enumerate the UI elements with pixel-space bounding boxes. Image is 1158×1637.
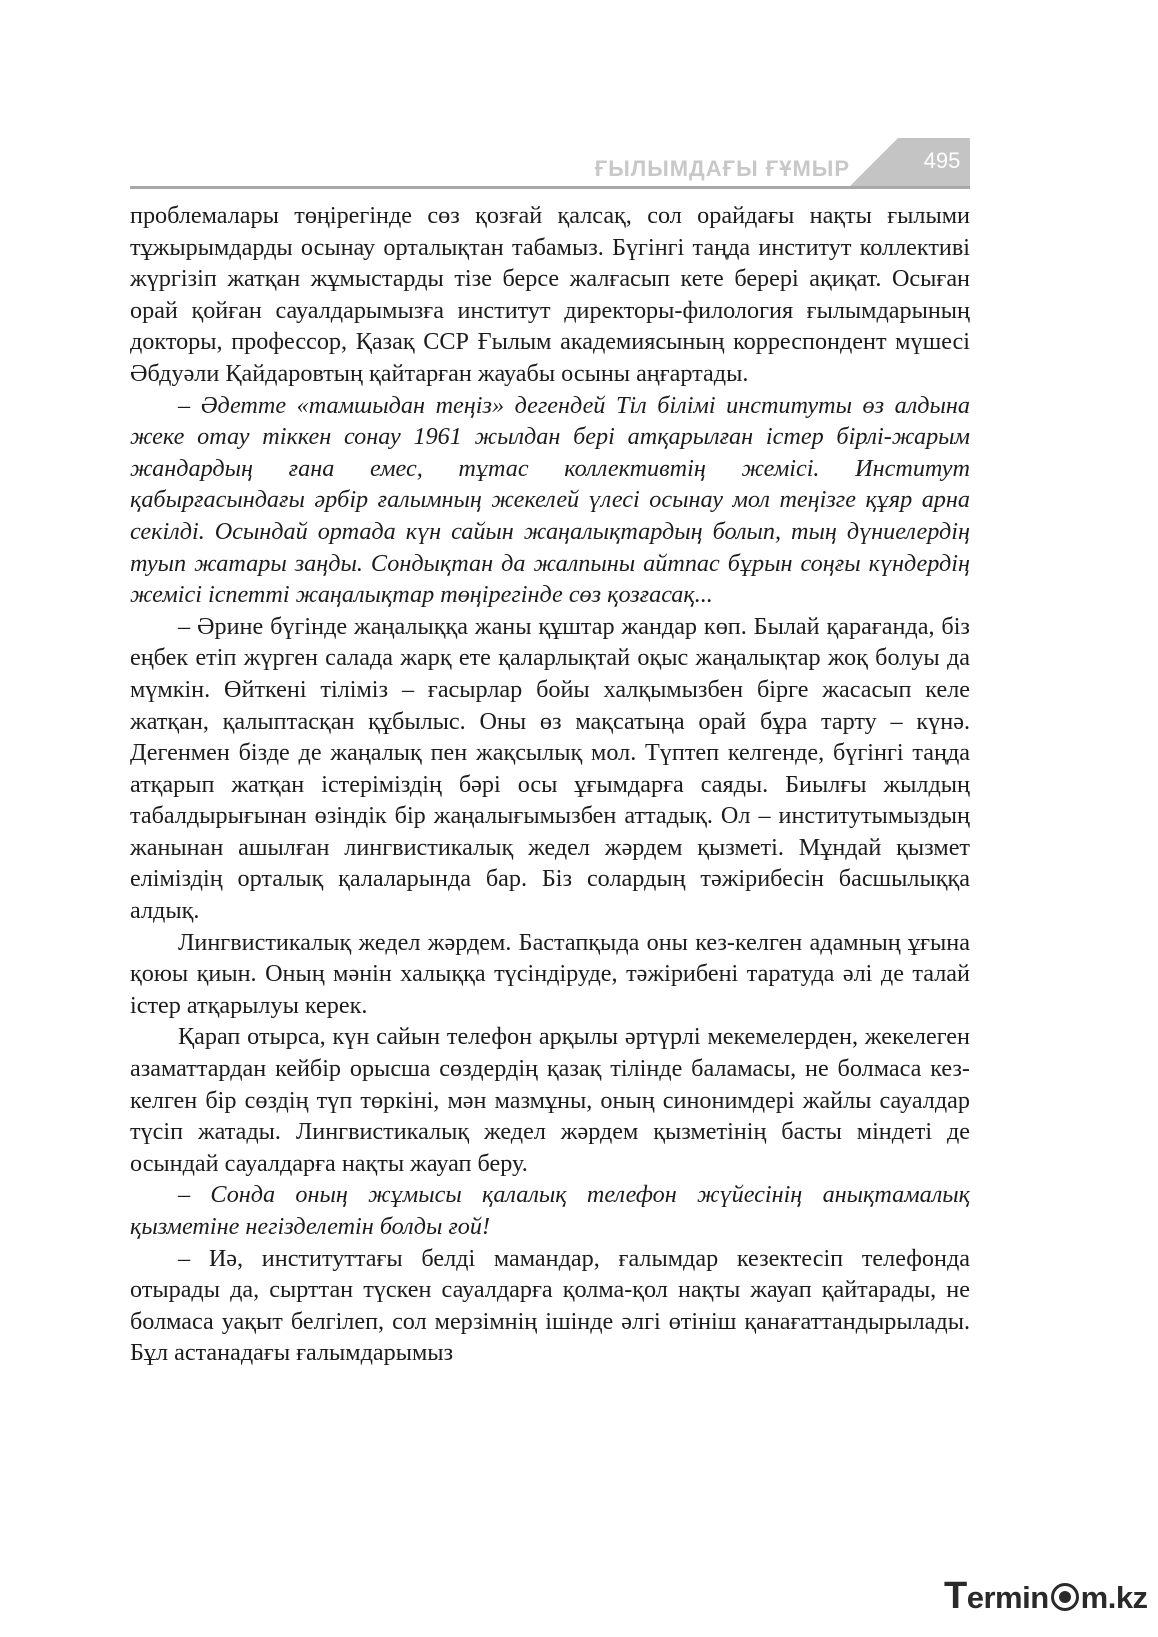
watermark-o-icon [1051, 1583, 1079, 1611]
article-body [130, 200, 970, 1369]
watermark-left-text: ermin [966, 1580, 1049, 1615]
paragraph: Қарап отырса, күн сайын телефон арқылы әртүрлі мекемелерден, жекелеген азаматтардан кейбір орысша сөздердің қазақ тілінде баламасы, не болмаса кез-келген бір сөздің түп төркіні, мән мазмұны, оның синонимдері жайлы сауалдар түсіп жатады. Лингвистикалық жедел жәрдем қызметінің басты міндеті де осындай сауалдарға нақты жауап беру. [130, 1023, 970, 1177]
watermark-right-text: m.kz [1080, 1580, 1148, 1615]
paragraph: Лингвистикалық жедел жәрдем. Бастапқыда оны кез-келген адамның ұғына қоюы қиын. Оның мәнін халыққа түсіндіруде, тәжірибені таратуда әлі де талай істер атқарылуы керек. [130, 928, 970, 1019]
watermark-initial: T [944, 1575, 967, 1617]
running-header-title: ҒЫЛЫМДАҒЫ ҒҰМЫР [594, 156, 850, 181]
header-rule [130, 186, 970, 189]
running-header [130, 138, 970, 190]
answer-paragraph: – Иә, институттағы белді мамандар, ғалымдар кезектесіп телефонда отырады да, сырттан түскен сауалдарға қолма-қол нақты жауап қайтарады, не болмаса уақыт белгілеп, сол мерзімнің ішінде әлгі өтініш қанағаттандырылады. Бұл астанадағы ғалымдарымыз [130, 1244, 970, 1367]
paragraph: проблемалары төңірегінде сөз қозғай қалсақ, сол орайдағы нақты ғылыми тұжырымдарды осынау орталықтан табамыз. Бүгінгі таңда институт коллективі жүргізіп жатқан жұмыстарды тізе берсе жалғасып кете берері ақиқат. Осыған орай қойған сауалдарымызға институт директоры-филология ғылымдарының докторы, профессор, Қазақ ССР Ғылым академиясының корреспондент мүшесі Әбдуәли Қайдаровтың қайтарған жауабы осыны аңғартады. [130, 202, 970, 387]
page-number: 495 [923, 148, 961, 173]
question-paragraph: – Сонда оның жұмысы қалалық телефон жүйесінің анықтамалық қызметіне негізделетін болды ғой! [130, 1181, 970, 1240]
termincom-watermark [944, 1575, 1148, 1617]
answer-paragraph: – Әрине бүгінде жаңалыққа жаны құштар жандар көп. Былай қарағанда, біз еңбек етіп жүрген салада жарқ ете қаларлықтай оқыс жаңалықтар жоқ болуы да мүмкін. Өйткені тіліміз – ғасырлар бойы халқымызбен бірге жасасып келе жатқан, қалыптасқан құбылыс. Оны өз мақсатыңа орай бұра тарту – күнә. Дегенмен бізде де жаңалық пен жақсылық мол. Түптеп келгенде, бүгінгі таңда атқарып жатқан істеріміздің бәрі осы ұғымдарға саяды. Биылғы жылдың табалдырығынан өзіндік бір жаңалығымызбен аттадық. Ол – институтымыздың жанынан ашылған лингвистикалық жедел жәрдем қызметі. Мұндай қызмет еліміздің орталық қалаларында бар. Біз солардың тәжірибесін басшылыққа алдық. [130, 612, 970, 925]
question-paragraph: – Әдетте «тамшыдан теңіз» дегендей Тіл білімі институты өз алдына жеке отау тіккен сонау 1961 жылдан бері атқарылған істер бірлі-жарым жандардың ғана емес, тұтас коллективтің жемісі. Институт қабырғасындағы әрбір ғалымның жекелей үлесі осынау мол теңізге құяр арна секілді. Осындай ортада күн сайын жаңалықтардың болып, тың дүниелердің туып жатары заңды. Сондықтан да жалпыны айтпас бұрын соңғы күндердің жемісі іспетті жаңалықтар төңірегінде сөз қозғасақ... [130, 391, 970, 609]
